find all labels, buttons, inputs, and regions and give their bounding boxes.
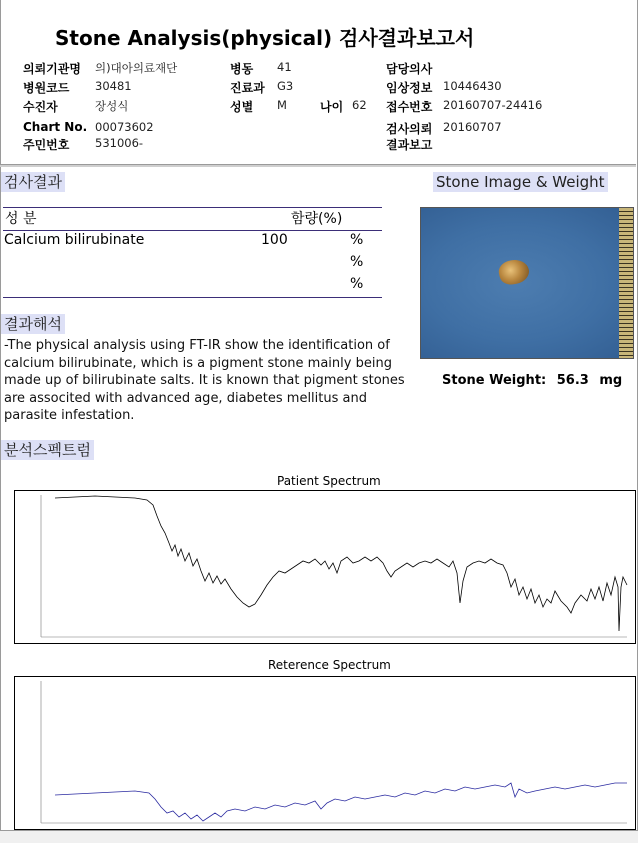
- label-department: 진료과: [230, 81, 265, 95]
- stone-weight: [442, 373, 622, 388]
- row-unit: %: [350, 232, 364, 248]
- section-title-results: 검사결과: [1, 172, 65, 192]
- value-age: 62: [352, 98, 367, 112]
- section-title-spectrum: 분석스펙트럼: [1, 440, 94, 460]
- window-bottom-bar: [0, 831, 638, 843]
- reference-spectrum-chart: [15, 677, 635, 829]
- report-title: Stone Analysis(physical) 검사결과보고서: [55, 26, 475, 50]
- stone-weight-label: Stone Weight:: [442, 373, 547, 388]
- row-unit: %: [350, 276, 364, 292]
- stone-photo: [420, 207, 634, 359]
- label-requesting-org: 의뢰기관명: [23, 62, 81, 76]
- value-patient-name: 장성식: [95, 99, 129, 113]
- value-requesting-org: 의)대아의료재단: [95, 61, 178, 75]
- label-receipt-no: 접수번호: [386, 100, 433, 114]
- value-clinical-info: 10446430: [443, 79, 502, 93]
- stone-specimen: [497, 257, 531, 287]
- reference-spectrum-panel: [14, 676, 636, 830]
- interpretation-text: -The physical analysis using FT-IR show the identification of calcium bilirubinate, which is a pigment stone mainly being made up of bilirubinate salts. It is known that pigment stones are associted with advanced age, diabetes mellitus and parasite infestation.: [4, 338, 405, 424]
- label-request-date: 검사의뢰: [386, 122, 433, 136]
- patient-spectrum-line: [55, 496, 627, 631]
- label-age: 나이: [320, 100, 344, 114]
- stone-weight-unit: mg: [599, 373, 623, 388]
- value-hospital-code: 30481: [95, 79, 132, 93]
- header-separator: [0, 164, 636, 167]
- section-title-interpretation: 결과해석: [1, 314, 65, 334]
- value-receipt-no: 20160707-24416: [443, 98, 543, 112]
- label-chart-no: Chart No.: [23, 120, 88, 134]
- table-bottom-rule: [3, 297, 382, 298]
- col-header-component: 성 분: [5, 211, 37, 227]
- label-hospital-code: 병원코드: [23, 81, 70, 95]
- col-header-amount: 함량(%): [291, 211, 343, 227]
- value-ward: 41: [277, 60, 292, 74]
- patient-spectrum-chart: [15, 491, 635, 643]
- label-sex: 성별: [230, 100, 254, 114]
- value-sex: M: [277, 98, 287, 112]
- value-resident-no: 531006-: [95, 136, 144, 150]
- reference-spectrum-title: Reterence Spectrum: [268, 658, 391, 672]
- value-department: G3: [277, 79, 294, 93]
- row-amount: 100: [261, 232, 288, 248]
- stone-weight-value: 56.3: [556, 373, 589, 388]
- label-resident-no: 주민번호: [23, 138, 70, 152]
- reference-spectrum-line: [55, 783, 627, 821]
- row-component: Calcium bilirubinate: [4, 232, 145, 248]
- value-request-date: 20160707: [443, 120, 502, 134]
- patient-spectrum-panel: [14, 490, 636, 644]
- patient-spectrum-title: Patient Spectrum: [277, 474, 381, 488]
- label-patient-name: 수진자: [23, 100, 58, 114]
- label-report-date: 결과보고: [386, 138, 433, 152]
- row-unit: %: [350, 254, 364, 270]
- label-doctor: 담당의사: [386, 62, 433, 76]
- label-clinical-info: 임상정보: [386, 81, 433, 95]
- value-chart-no: 00073602: [95, 120, 154, 134]
- table-header-rule: [3, 230, 382, 231]
- section-title-stone-image: Stone Image & Weight: [433, 172, 608, 192]
- ruler-scale: [619, 208, 633, 358]
- label-ward: 병동: [230, 62, 254, 76]
